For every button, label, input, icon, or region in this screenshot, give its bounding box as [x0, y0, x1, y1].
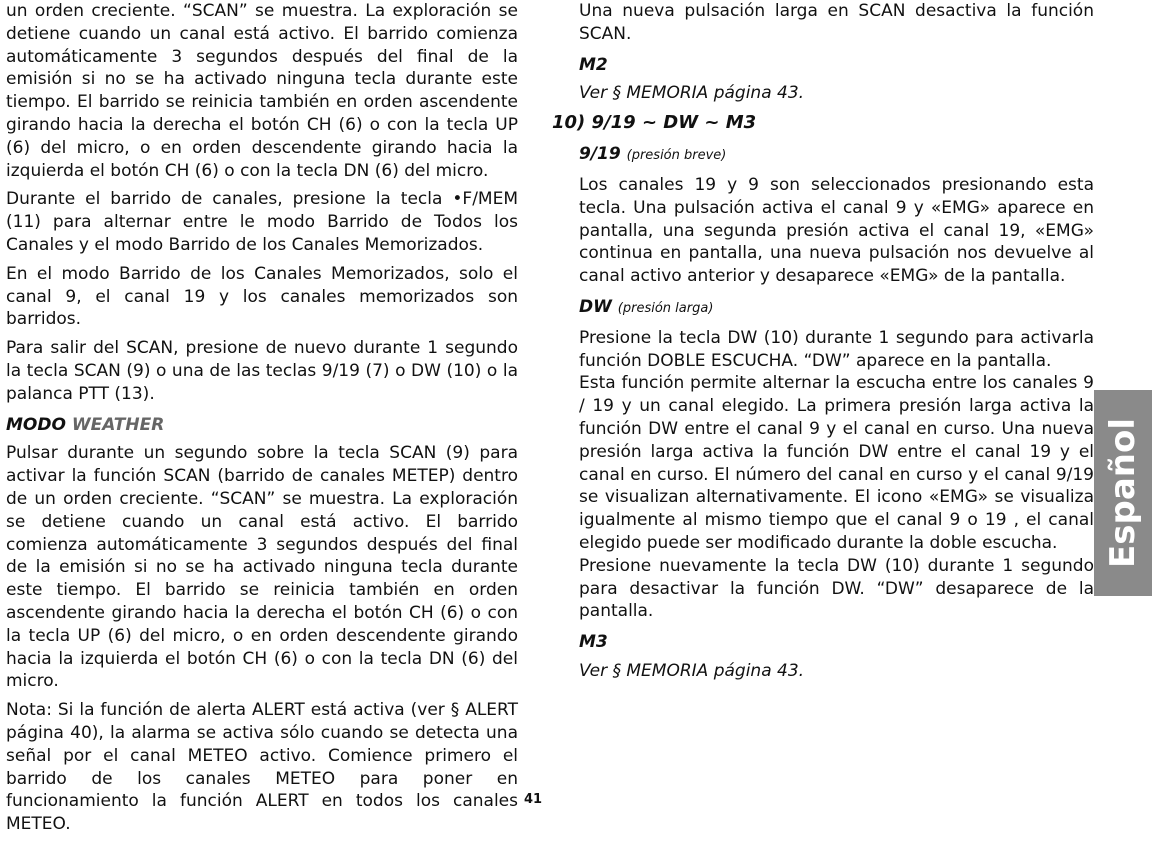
left-paragraph-2: Durante el barrido de canales, presione la tecla •F/MEM (11) para alternar entre le modo Barrido de Todos los Canales y el modo Barrido de los Canales Memorizados.	[6, 189, 518, 255]
m3-reference: Ver § MEMORIA página 43.	[579, 660, 805, 681]
language-tab-label: Español	[1103, 418, 1143, 568]
m2-reference: Ver § MEMORIA página 43.	[579, 83, 805, 104]
dw-label: DW	[579, 296, 612, 317]
919-paragraph: Los canales 19 y 9 son seleccionados presionando esta tecla. Una pulsación activa el canal 9 y «EMG» aparece en pantalla, una segunda presión activa el canal 19, «EMG» continua en pantalla, una nueva pulsación nos devuelve al canal activo anterior y desaparece «EMG» de la pantalla.	[579, 174, 1094, 287]
left-paragraph-3: En el modo Barrido de los Canales Memorizados, solo el canal 9, el canal 19 y los canales memorizados son barridos.	[6, 263, 518, 330]
left-paragraph-4: Para salir del SCAN, presione de nuevo durante 1 segundo la tecla SCAN (9) o una de las teclas 9/19 (7) o DW (10) o la palanca PTT (13).	[6, 338, 518, 404]
m3-heading: M3	[579, 632, 608, 653]
left-column	[6, 0, 518, 842]
weather-label: WEATHER	[71, 414, 165, 435]
dw-paragraph-3: Presione nuevamente la tecla DW (10) durante 1 segundo para desactivar la función DW. “DW” desaparece de la pantalla.	[579, 555, 1094, 622]
919-note: (presión breve)	[626, 148, 727, 164]
left-note: Nota: Si la función de alerta ALERT está activa (ver § ALERT página 40), la alarma se activa sólo cuando se detecta una señal por el canal METEO activo. Comience primero el barrido de los canales METEO para poner en funcionamiento la función ALERT en todos los canales METEO.	[6, 700, 518, 835]
m2-heading: M2	[579, 54, 608, 75]
dw-note: (presión larga)	[617, 300, 714, 316]
dw-heading	[552, 296, 1094, 321]
modo-weather-heading	[6, 414, 518, 437]
919-heading	[552, 143, 1094, 168]
right-paragraph-1: Una nueva pulsación larga en SCAN desactiva la función SCAN.	[579, 1, 1094, 44]
section-10-heading: 10) 9/19 ~ DW ~ M3	[552, 112, 757, 134]
dw-paragraph-2: Esta función permite alternar la escucha entre los canales 9 / 19 y un canal elegido. La primera presión larga activa la función DW entre el canal 9 y el canal en curso. Una nueva presión larga activa la función DW entre el canal 19 y el canal en curso. El número del canal en curso y el canal 9/19 se visualizan alternativamente. El icono «EMG» se visualiza igualmente al mismo tiempo que el canal 9 o 19 , el canal elegido puede ser modificado durante la doble escucha.	[579, 373, 1094, 553]
919-label: 9/19	[579, 144, 621, 165]
dw-paragraph-1: Presione la tecla DW (10) durante 1 segundo para activarla función DOBLE ESCUCHA. “DW” aparece en la pantalla.	[579, 327, 1094, 371]
left-paragraph-1: un orden creciente. “SCAN” se muestra. La exploración se detiene cuando un canal está activo. El barrido comienza automáticamente 3 segundos después del final de la emisión si no se ha activado ninguna tecla durante este tiempo. El barrido se reinicia también en orden ascendente girando hacia la derecha el botón CH (6) o con la tecla UP (6) del micro, o en orden descendente girando hacia la izquierda el botón CH (6) o con la tecla DN (6) del micro.	[6, 1, 518, 181]
modo-label: MODO	[6, 414, 66, 435]
language-tab	[1094, 390, 1152, 596]
right-column	[552, 0, 1094, 689]
left-paragraph-5: Pulsar durante un segundo sobre la tecla SCAN (9) para activar la función SCAN (barrido de canales METEP) dentro de un orden creciente. “SCAN” se muestra. La exploración se detiene cuando un canal está activo. El barrido comienza automáticamente 3 segundos después del final de la emisión si no se ha activado ninguna tecla durante este tiempo. El barrido se reinicia también en orden ascendente girando hacia la derecha el botón CH (6) o con la tecla UP (6) del micro, o en orden descendente girando hacia la izquierda el botón CH (6) o con la tecla DN (6) del micro.	[6, 443, 518, 692]
page-number: 41	[524, 792, 543, 807]
